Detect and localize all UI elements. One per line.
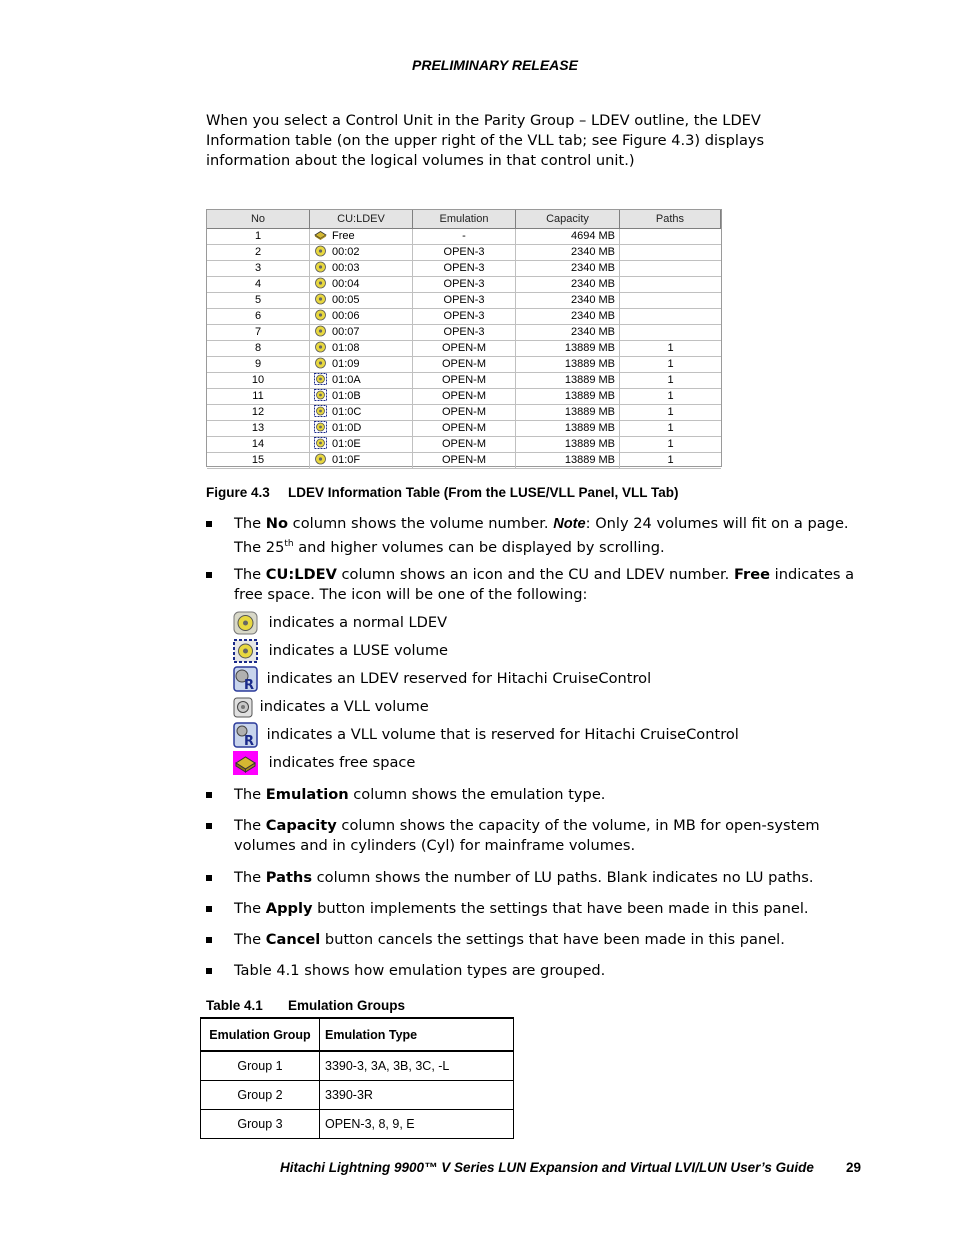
table-row[interactable] [207,389,721,405]
cell-capacity: 13889 MB [516,341,620,356]
ldev-information-table [206,209,722,467]
table-row[interactable] [207,373,721,389]
normal-ldev-icon [314,341,327,353]
figure-title: LDEV Information Table (From the LUSE/VLL Panel, VLL Tab) [288,485,679,500]
cell-no: 15 [207,453,310,468]
table-row [201,1051,514,1081]
table-row[interactable] [207,293,721,309]
bullet-cancel-button: The Cancel button cancels the settings that have been made in this panel. [206,930,866,950]
luse-volume-icon [314,373,327,385]
cell-cu-ldev [310,421,413,436]
table-number: Table 4.1 [206,998,263,1013]
note-label: Note [553,516,586,532]
cell-cu-ldev [310,293,413,308]
term-free: Free [733,566,770,583]
vll-volume-icon [233,696,253,718]
figure-caption [206,485,679,500]
bullet-marker [206,521,212,527]
cu-ldev-value: 00:06 [332,310,360,322]
table-row[interactable] [207,453,721,469]
cell-emulation: OPEN-3 [413,309,516,324]
cell-no: 10 [207,373,310,388]
table-row [201,1081,514,1110]
normal-ldev-icon [314,293,327,305]
cell-capacity: 13889 MB [516,421,620,436]
table-row[interactable] [207,357,721,373]
cell-capacity: 4694 MB [516,229,620,244]
luse-volume-icon [233,639,258,663]
cell-capacity: 13889 MB [516,389,620,404]
term-no: No [265,515,289,532]
figure-number: Figure 4.3 [206,485,270,500]
cell-paths [620,293,721,308]
legend-cruisecontrol-ldev: R indicates an LDEV reserved for Hitachi CruiseControl [233,666,651,692]
vll-cruisecontrol-icon [233,722,258,748]
cell-paths [620,309,721,324]
luse-volume-icon [314,389,327,401]
bullet-emulation-column: The Emulation column shows the emulation type. [206,785,866,805]
cu-ldev-value: Free [332,230,355,242]
cell-cu-ldev [310,261,413,276]
cu-ldev-value: 01:0E [332,438,361,450]
cell-no: 3 [207,261,310,276]
cu-ldev-value: 01:0F [332,454,361,466]
term-capacity: Capacity [265,817,337,834]
cell-paths: 1 [667,374,674,386]
term-apply: Apply [265,900,313,917]
cu-ldev-value: 00:02 [332,246,360,258]
header-emulation-group: Emulation Group [201,1018,320,1051]
table-caption [206,998,405,1013]
emulation-groups-table [200,1017,514,1139]
cell-emulation: OPEN-M [413,453,516,468]
cell-cu-ldev [310,309,413,324]
cell-emulation: OPEN-3 [413,293,516,308]
bullet-marker [206,968,212,974]
page-number: 29 [846,1160,862,1175]
cell-cu-ldev [310,357,413,372]
cell-capacity: 13889 MB [516,373,620,388]
column-header-cu-ldev[interactable]: CU:LDEV [310,210,413,228]
cell-no: 14 [207,437,310,452]
cell-emulation: OPEN-M [413,437,516,452]
cu-ldev-value: 01:0B [332,390,361,402]
cell-no: 12 [207,405,310,420]
column-header-emulation[interactable]: Emulation [413,210,516,228]
bullet-table-reference: Table 4.1 shows how emulation types are grouped. [206,961,866,981]
table-header-row [201,1018,514,1051]
cell-no: 1 [207,229,310,244]
cell-emulation: - [413,229,516,244]
page-header: PRELIMINARY RELEASE [412,57,578,73]
legend-vll-cruisecontrol: R indicates a VLL volume that is reserved for Hitachi CruiseControl [233,722,739,748]
table-row[interactable] [207,421,721,437]
emulation-type-cell: 3390-3R [320,1081,514,1110]
emulation-group-cell: Group 2 [201,1081,320,1110]
cu-ldev-value: 00:07 [332,326,360,338]
bullet-marker [206,937,212,943]
cell-capacity: 13889 MB [516,405,620,420]
cell-emulation: OPEN-3 [413,325,516,340]
free-space-icon [314,229,327,241]
header-emulation-type: Emulation Type [320,1018,514,1051]
cell-emulation: OPEN-M [413,341,516,356]
cell-paths: 1 [667,342,674,354]
cell-cu-ldev [310,389,413,404]
cell-cu-ldev [310,245,413,260]
table-row[interactable] [207,277,721,293]
table-row[interactable] [207,229,721,245]
ldev-table-header [207,210,721,229]
cell-no: 4 [207,277,310,292]
cell-cu-ldev [310,453,413,468]
cell-capacity: 2340 MB [516,261,620,276]
cell-capacity: 2340 MB [516,245,620,260]
cu-ldev-value: 00:03 [332,262,360,274]
table-row[interactable] [207,245,721,261]
cu-ldev-value: 00:05 [332,294,360,306]
column-header-paths[interactable]: Paths [620,210,721,228]
cell-capacity: 2340 MB [516,325,620,340]
term-paths: Paths [265,869,313,886]
bullet-marker [206,906,212,912]
term-cancel: Cancel [265,931,321,948]
cell-paths: 1 [667,438,674,450]
cell-emulation: OPEN-M [413,373,516,388]
luse-volume-icon [314,437,327,449]
cell-cu-ldev [310,341,413,356]
luse-volume-icon [314,405,327,417]
bullet-marker [206,572,212,578]
normal-ldev-icon [314,277,327,289]
table-row[interactable] [207,437,721,453]
cell-no: 13 [207,421,310,436]
cell-paths: 1 [667,390,674,402]
cell-paths [620,277,721,292]
footer-title: Hitachi Lightning 9900™ V Series LUN Expansion and Virtual LVI/LUN User’s Guide [280,1160,814,1175]
cell-capacity: 13889 MB [516,437,620,452]
emulation-group-cell: Group 3 [201,1110,320,1139]
cu-ldev-value: 01:08 [332,342,360,354]
intro-paragraph: When you select a Control Unit in the Parity Group – LDEV outline, the LDEV Information table (on the upper right of the VLL tab; see Figure 4.3) displays information about the logical volumes in that control unit.) [206,112,765,169]
cell-emulation: OPEN-M [413,389,516,404]
cell-paths: 1 [667,406,674,418]
cell-no: 6 [207,309,310,324]
cruisecontrol-ldev-icon [233,666,258,692]
cell-cu-ldev [310,437,413,452]
cu-ldev-value: 01:09 [332,358,360,370]
column-header-capacity[interactable]: Capacity [516,210,620,228]
cell-cu-ldev [310,229,413,244]
bullet-apply-button: The Apply button implements the settings that have been made in this panel. [206,899,866,919]
term-emulation: Emulation [265,786,349,803]
cu-ldev-value: 00:04 [332,278,360,290]
cell-paths [620,325,721,340]
bullet-paths-column: The Paths column shows the number of LU paths. Blank indicates no LU paths. [206,868,866,888]
table-row [201,1110,514,1139]
normal-ldev-icon [233,611,258,635]
svg-text:R: R [244,734,255,748]
cell-cu-ldev [310,373,413,388]
legend-vll-volume: indicates a VLL volume [233,694,429,720]
cell-no: 7 [207,325,310,340]
bullet-marker [206,875,212,881]
bullet-marker [206,823,212,829]
cell-cu-ldev [310,405,413,420]
cell-no: 2 [207,245,310,260]
cell-capacity: 2340 MB [516,293,620,308]
column-header-no[interactable]: No [207,210,310,228]
cell-emulation: OPEN-M [413,357,516,372]
normal-ldev-icon [314,261,327,273]
legend-free-space: indicates free space [233,750,415,776]
normal-ldev-icon [314,309,327,321]
table-title: Emulation Groups [288,998,406,1013]
cell-capacity: 13889 MB [516,453,620,468]
bullet-marker [206,792,212,798]
cell-capacity: 2340 MB [516,277,620,292]
legend-luse-volume: indicates a LUSE volume [233,638,448,664]
bullet-capacity-column: The Capacity column shows the capacity of the volume, in MB for open-system volumes and in cylinders (Cyl) for mainframe volumes. [206,816,866,856]
table-row[interactable] [207,261,721,277]
cell-paths: 1 [667,358,674,370]
cell-capacity: 13889 MB [516,357,620,372]
table-row[interactable] [207,325,721,341]
cell-emulation: OPEN-3 [413,277,516,292]
cell-cu-ldev [310,277,413,292]
emulation-type-cell: 3390-3, 3A, 3B, 3C, -L [320,1051,514,1081]
cell-no: 8 [207,341,310,356]
emulation-type-cell: OPEN-3, 8, 9, E [320,1110,514,1139]
cell-paths [620,261,721,276]
normal-ldev-icon [314,325,327,337]
cell-no: 9 [207,357,310,372]
table-row[interactable] [207,405,721,421]
cell-emulation: OPEN-M [413,405,516,420]
cell-emulation: OPEN-3 [413,261,516,276]
free-space-icon [233,751,258,775]
luse-volume-icon [314,421,327,433]
cu-ldev-value: 01:0C [332,406,362,418]
table-row[interactable] [207,341,721,357]
term-cu-ldev: CU:LDEV [265,566,337,583]
normal-ldev-icon [314,453,327,465]
cell-no: 5 [207,293,310,308]
cu-ldev-value: 01:0D [332,422,362,434]
bullet-cu-ldev-column: The CU:LDEV column shows an icon and the CU and LDEV number. Free indicates a free space. The icon will be one of the following: [206,565,866,605]
table-row[interactable] [207,309,721,325]
cell-emulation: OPEN-M [413,421,516,436]
emulation-group-cell: Group 1 [201,1051,320,1081]
normal-ldev-icon [314,245,327,257]
cell-paths [620,245,721,260]
cell-paths [620,229,721,244]
legend-normal-ldev: indicates a normal LDEV [233,610,447,636]
svg-text:R: R [244,678,255,692]
cell-cu-ldev [310,325,413,340]
cell-paths: 1 [667,422,674,434]
cu-ldev-value: 01:0A [332,374,361,386]
bullet-no-column: The No column shows the volume number. Note: Only 24 volumes will fit on a page. The 25th and higher volumes can be displayed by scrolling. [206,514,866,554]
cell-capacity: 2340 MB [516,309,620,324]
cell-emulation: OPEN-3 [413,245,516,260]
cell-no: 11 [207,389,310,404]
cell-paths: 1 [667,454,674,466]
normal-ldev-icon [314,357,327,369]
